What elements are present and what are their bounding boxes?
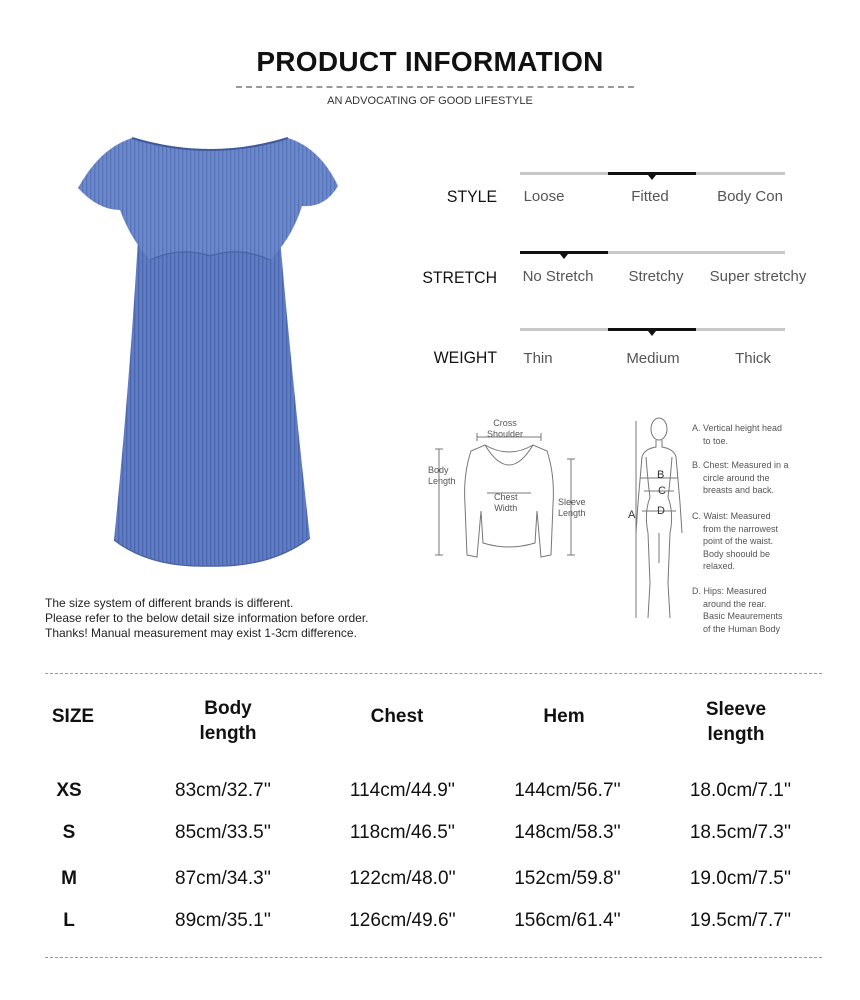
table-cell: 152cm/59.8'' [514,868,621,889]
table-cell: 89cm/35.1'' [175,910,271,931]
table-cell: 144cm/56.7'' [514,780,621,801]
attribute-name: STYLE [446,187,497,206]
note-line: Please refer to the below detail size information before order. [45,611,369,625]
option-label: Super stretchy [709,268,807,285]
sleeve-length-label: Sleeve Length [558,497,586,518]
table-cell: 83cm/32.7'' [175,780,271,801]
table-cell: 126cm/49.6'' [349,910,456,931]
table-cell: 85cm/33.5'' [175,822,271,843]
attribute-bar [520,172,785,175]
option-label: Fitted [631,188,669,205]
section-divider [45,957,822,958]
table-cell: 19.5cm/7.7'' [689,910,792,931]
option-label: No Stretch [522,268,594,285]
selected-marker [608,172,696,175]
size-notes [45,596,369,641]
table-cell: 148cm/58.3'' [514,822,621,843]
section-divider [45,673,822,674]
table-cell: 156cm/61.4'' [514,910,621,931]
table-cell: 114cm/44.9'' [349,780,456,801]
product-image [70,128,350,576]
note-a: A. Vertical height head to toe. [692,423,783,446]
column-header-hem: Hem [543,706,585,727]
option-label: Thin [523,350,553,367]
table-cell: 118cm/46.5'' [349,822,456,843]
page-title: PRODUCT INFORMATION [256,46,604,77]
cross-shoulder-label: Cross Shoulder [487,418,524,439]
option-label: Loose [523,188,565,205]
size-cell: L [63,910,75,931]
marker-a: A [628,509,636,521]
table-cell: 19.0cm/7.5'' [689,868,792,889]
table-cell: 122cm/48.0'' [349,868,456,889]
option-label: Medium [626,350,680,367]
page-subtitle: AN ADVOCATING OF GOOD LIFESTYLE [327,95,533,107]
table-cell: 87cm/34.3'' [175,868,271,889]
size-cell: XS [56,780,82,801]
column-header-size: SIZE [51,706,95,727]
attribute-bar [520,251,785,254]
option-label: Thick [735,350,771,367]
marker-b: B [657,469,665,481]
note-d: D. Hips: Measured around the rear. Basic Meaurements of the Human Body [692,586,783,634]
table-cell: 18.0cm/7.1'' [689,780,792,801]
size-cell: M [61,868,77,889]
selected-marker [520,251,608,254]
note-c: C. Waist: Measured from the narrowest point of the waist. Body shoould be relaxed. [692,511,779,571]
title-divider [236,86,634,88]
attribute-bar [520,328,785,331]
selected-marker [608,328,696,331]
column-header-sleeve-length: Sleeve length [705,699,767,745]
body-length-label: Body Length [428,465,456,486]
attribute-name: WEIGHT [433,348,497,367]
size-cell: S [62,822,76,843]
note-b: B. Chest: Measured in a circle around the breasts and back. [692,460,789,495]
chest-width-label: Chest Width [494,492,518,513]
note-line: The size system of different brands is different. [45,596,294,610]
table-cell: 18.5cm/7.3'' [689,822,792,843]
column-header-body-length: Body length [199,698,257,744]
note-line: Thanks! Manual measurement may exist 1-3cm difference. [45,626,357,640]
option-label: Stretchy [628,268,684,285]
column-header-chest: Chest [370,706,424,727]
marker-d: D [657,505,665,517]
option-label: Body Con [717,188,783,205]
attribute-name: STRETCH [422,268,497,287]
marker-c: C [658,485,666,497]
